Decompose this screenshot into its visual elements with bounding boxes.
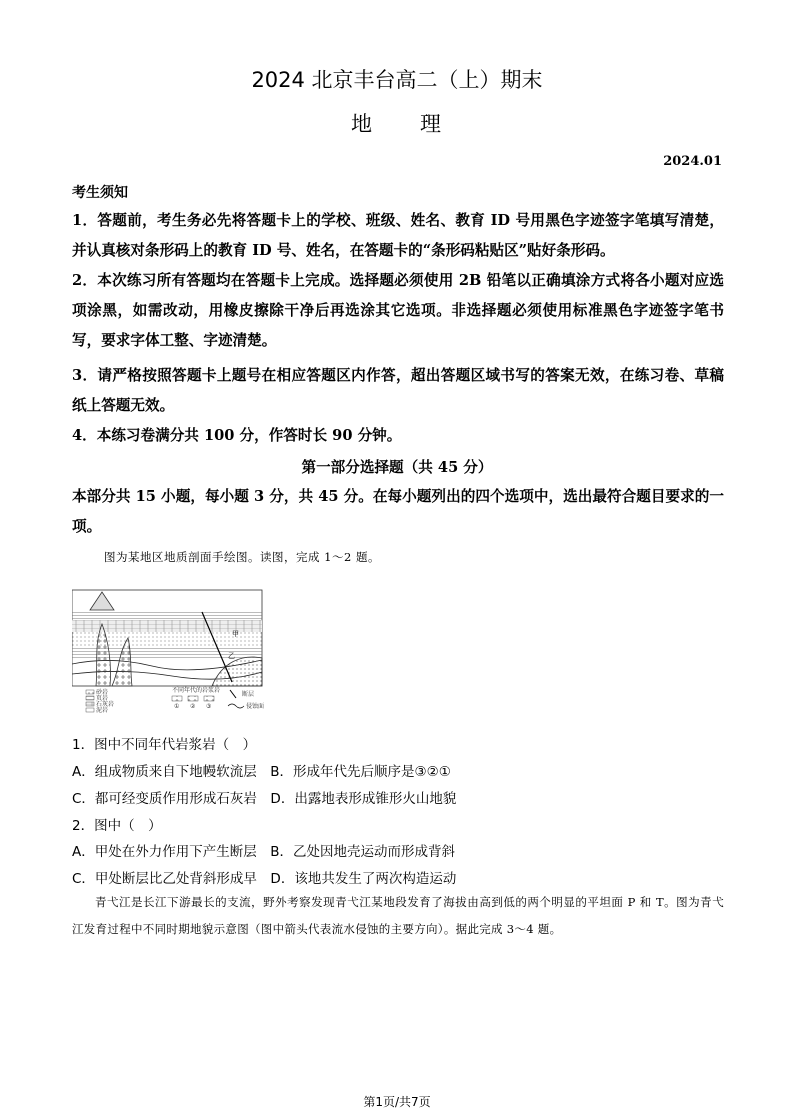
figure-caption: 图为某地区地质剖面手绘图。读图，完成 1～2 题。 (104, 550, 380, 564)
notice-item-1: 1．答题前，考生务必先将答题卡上的学校、班级、姓名、教育 ID 号用黑色字迹签字笔填写清楚，并认真核对条形码上的教育 ID 号、姓名，在答题卡的“条形码粘贴区”贴好条形码。 (72, 212, 724, 259)
legend-magma-3: ③ (206, 703, 212, 710)
section-box (72, 590, 262, 686)
section-intro: 本部分共 15 小题，每小题 3 分，共 45 分。在每小题列出的四个选项中，选出最符合题目要求的一项。 (72, 488, 724, 535)
legend-magma-1: ① (174, 703, 180, 710)
question-2-stem: 2．图中（ ） (72, 818, 162, 834)
legend-magma-title: 不同年代的岩浆岩 (172, 687, 221, 694)
label-jia: 甲 (232, 630, 239, 638)
question-1-stem: 1．图中不同年代岩浆岩（ ） (72, 737, 257, 753)
page-footer: 第1页/共7页 (363, 1095, 431, 1109)
legend-rock-1: 砂岩 (96, 689, 109, 696)
question-1-options-cd: C．都可经变质作用形成石灰岩 D．出露地表形成锥形火山地貌 (72, 791, 457, 807)
legend-rock-2: 页岩 (96, 695, 109, 702)
exam-title: 2024 北京丰台高二（上）期末 (251, 68, 543, 92)
passage-qingyi-river: 青弋江是长江下游最长的支流，野外考察发现青弋江某地段发育了海拔由高到低的两个明显的平坦面 P 和 T。图为青弋江发育过程中不同时期地貌示意图（图中箭头代表流水侵蚀的主要方向）。据此完成 3～4 题。 (72, 895, 724, 936)
notice-item-2: 2．本次练习所有答题均在答题卡上完成。选择题必须使用 2B 铅笔以正确填涂方式将各小题对应选项涂黑，如需改动，用橡皮擦除干净后再选涂其它选项。非选择题必须使用标准黑色字迹签字笔书写，要求字体工整、字迹清楚。 (72, 272, 724, 349)
notice-item-4: 4．本练习卷满分共 100 分，作答时长 90 分钟。 (72, 427, 402, 444)
legend-unconformity: 侵蚀面 (246, 703, 265, 710)
legend-rock-4: 泥岩 (96, 707, 109, 714)
notice-heading: 考生须知 (72, 185, 128, 201)
question-2-options-cd: C．甲处断层比乙处背斜形成早 D．该地共发生了两次构造运动 (72, 871, 457, 887)
exam-date: 2024.01 (663, 154, 722, 169)
section-heading: 第一部分选择题（共 45 分） (301, 459, 493, 476)
question-2-options-ab: A．甲处在外力作用下产生断层 B．乙处因地壳运动而形成背斜 (72, 844, 455, 860)
question-1-options-ab: A．组成物质来自下地幔软流层 B．形成年代先后顺序是③②① (72, 764, 451, 780)
legend-rock-3: 石灰岩 (96, 701, 115, 708)
notice-item-3: 3．请严格按照答题卡上题号在相应答题区内作答，超出答题区域书写的答案无效，在练习卷、草稿纸上答题无效。 (72, 367, 724, 414)
legend-fault: 断层 (242, 691, 255, 698)
subject-title: 地 理 (351, 112, 443, 136)
legend-magma-2: ② (190, 703, 196, 710)
label-yi: 乙 (228, 652, 235, 660)
geologic-section-figure (72, 584, 272, 724)
figure-legend (86, 686, 264, 714)
